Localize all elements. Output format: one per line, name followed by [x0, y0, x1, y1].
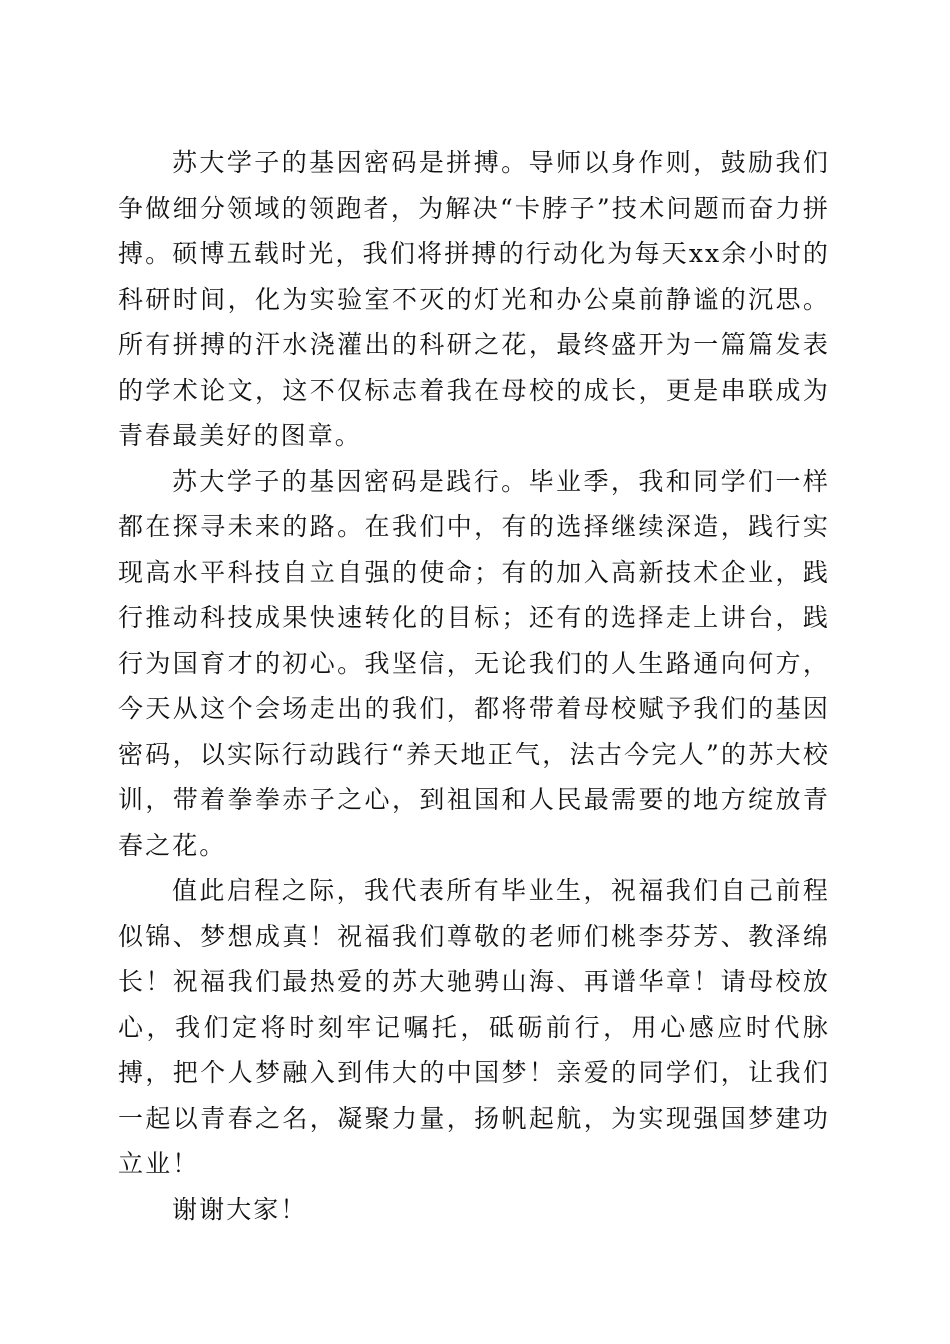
speech-body — [118, 140, 830, 1232]
paragraph-thanks: 谢谢大家！ — [172, 1194, 308, 1224]
paragraph-practice: 苏大学子的基因密码是践行。毕业季，我和同学们一样都在探寻未来的路。在我们中，有的选择继续深造，践行实现高水平科技自立自强的使命；有的加入高新技术企业，践行推动科技成果快速转化的目标；还有的选择走上讲台，践行为国育才的初心。我坚信，无论我们的人生路通向何方，今天从这个会场走出的我们，都将带着母校赋予我们的基因密码，以实际行动践行“养天地正气，法古今完人”的苏大校训，带着拳拳赤子之心，到祖国和人民最需要的地方绽放青春之花。 — [118, 466, 830, 860]
paragraph-blessings: 值此启程之际，我代表所有毕业生，祝福我们自己前程似锦、梦想成真！祝福我们尊敬的老师们桃李芬芳、教泽绵长！祝福我们最热爱的苏大驰骋山海、再谱华章！请母校放心，我们定将时刻牢记嘱托，砥砺前行，用心感应时代脉搏，把个人梦融入到伟大的中国梦！亲爱的同学们，让我们一起以青春之名，凝聚力量，扬帆起航，为实现强国梦建功立业！ — [118, 876, 830, 1178]
paragraph-perseverance: 苏大学子的基因密码是拼搏。导师以身作则，鼓励我们争做细分领域的领跑者，为解决“卡脖子”技术问题而奋力拼搏。硕博五载时光，我们将拼搏的行动化为每天xx余小时的科研时间，化为实验室不灭的灯光和办公桌前静谧的沉思。所有拼搏的汗水浇灌出的科研之花，最终盛开为一篇篇发表的学术论文，这不仅标志着我在母校的成长，更是串联成为青春最美好的图章。 — [118, 148, 830, 450]
